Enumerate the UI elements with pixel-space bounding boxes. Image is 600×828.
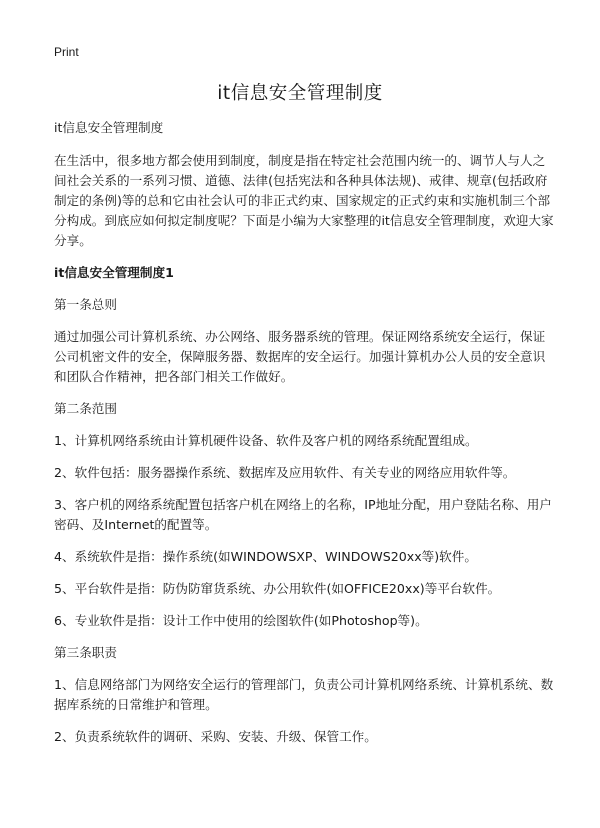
document-body [54,118,554,759]
article-2-item: 6、专业软件是指：设计工作中使用的绘图软件(如Photoshop等)。 [54,613,428,628]
article-2-title: 第二条范围 [54,401,117,416]
article-1-body: 通过加强公司计算机系统、办公网络、服务器系统的管理。保证网络系统安全运行，保证公司机密文件的安全，保障服务器、数据库的安全运行。加强计算机办公人员的安全意识和团队合作精神，把各部门相关工作做好。 [54,329,546,384]
page-title: it信息安全管理制度 [217,83,383,104]
article-1-title: 第一条总则 [54,297,117,312]
article-3-item: 1、信息网络部门为网络安全运行的管理部门，负责公司计算机网络系统、计算机系统、数据库系统的日常维护和管理。 [54,677,554,712]
intro-paragraph: 在生活中，很多地方都会使用到制度，制度是指在特定社会范围内统一的、调节人与人之间社会关系的一系列习惯、道德、法律(包括宪法和各种具体法规)、戒律、规章(包括政府制定的条例)等的总和它由社会认可的非正式约束、国家规定的正式约束和实施机制三个部分构成。到底应如何拟定制度呢？下面是小编为大家整理的it信息安全管理制度，欢迎大家分享。 [54,153,554,248]
print-link[interactable]: Print [54,45,79,59]
article-2-item: 5、平台软件是指：防伪防窜货系统、办公用软件(如OFFICE20xx)等平台软件。 [54,581,501,596]
section-heading: it信息安全管理制度1 [54,265,174,280]
article-2-item: 4、系统软件是指：操作系统(如WINDOWSXP、WINDOWS20xx等)软件。 [54,549,477,564]
article-2-item: 2、软件包括：服务器操作系统、数据库及应用软件、有关专业的网络应用软件等。 [54,465,516,480]
article-2-item: 3、客户机的网络系统配置包括客户机在网络上的名称，IP地址分配，用户登陆名称、用户密码、及Internet的配置等。 [54,497,552,532]
document-subtitle: it信息安全管理制度 [54,120,164,135]
article-2-item: 1、计算机网络系统由计算机硬件设备、软件及客户机的网络系统配置组成。 [54,433,478,448]
article-3-title: 第三条职责 [54,645,117,660]
article-3-item: 2、负责系统软件的调研、采购、安装、升级、保管工作。 [54,729,377,744]
